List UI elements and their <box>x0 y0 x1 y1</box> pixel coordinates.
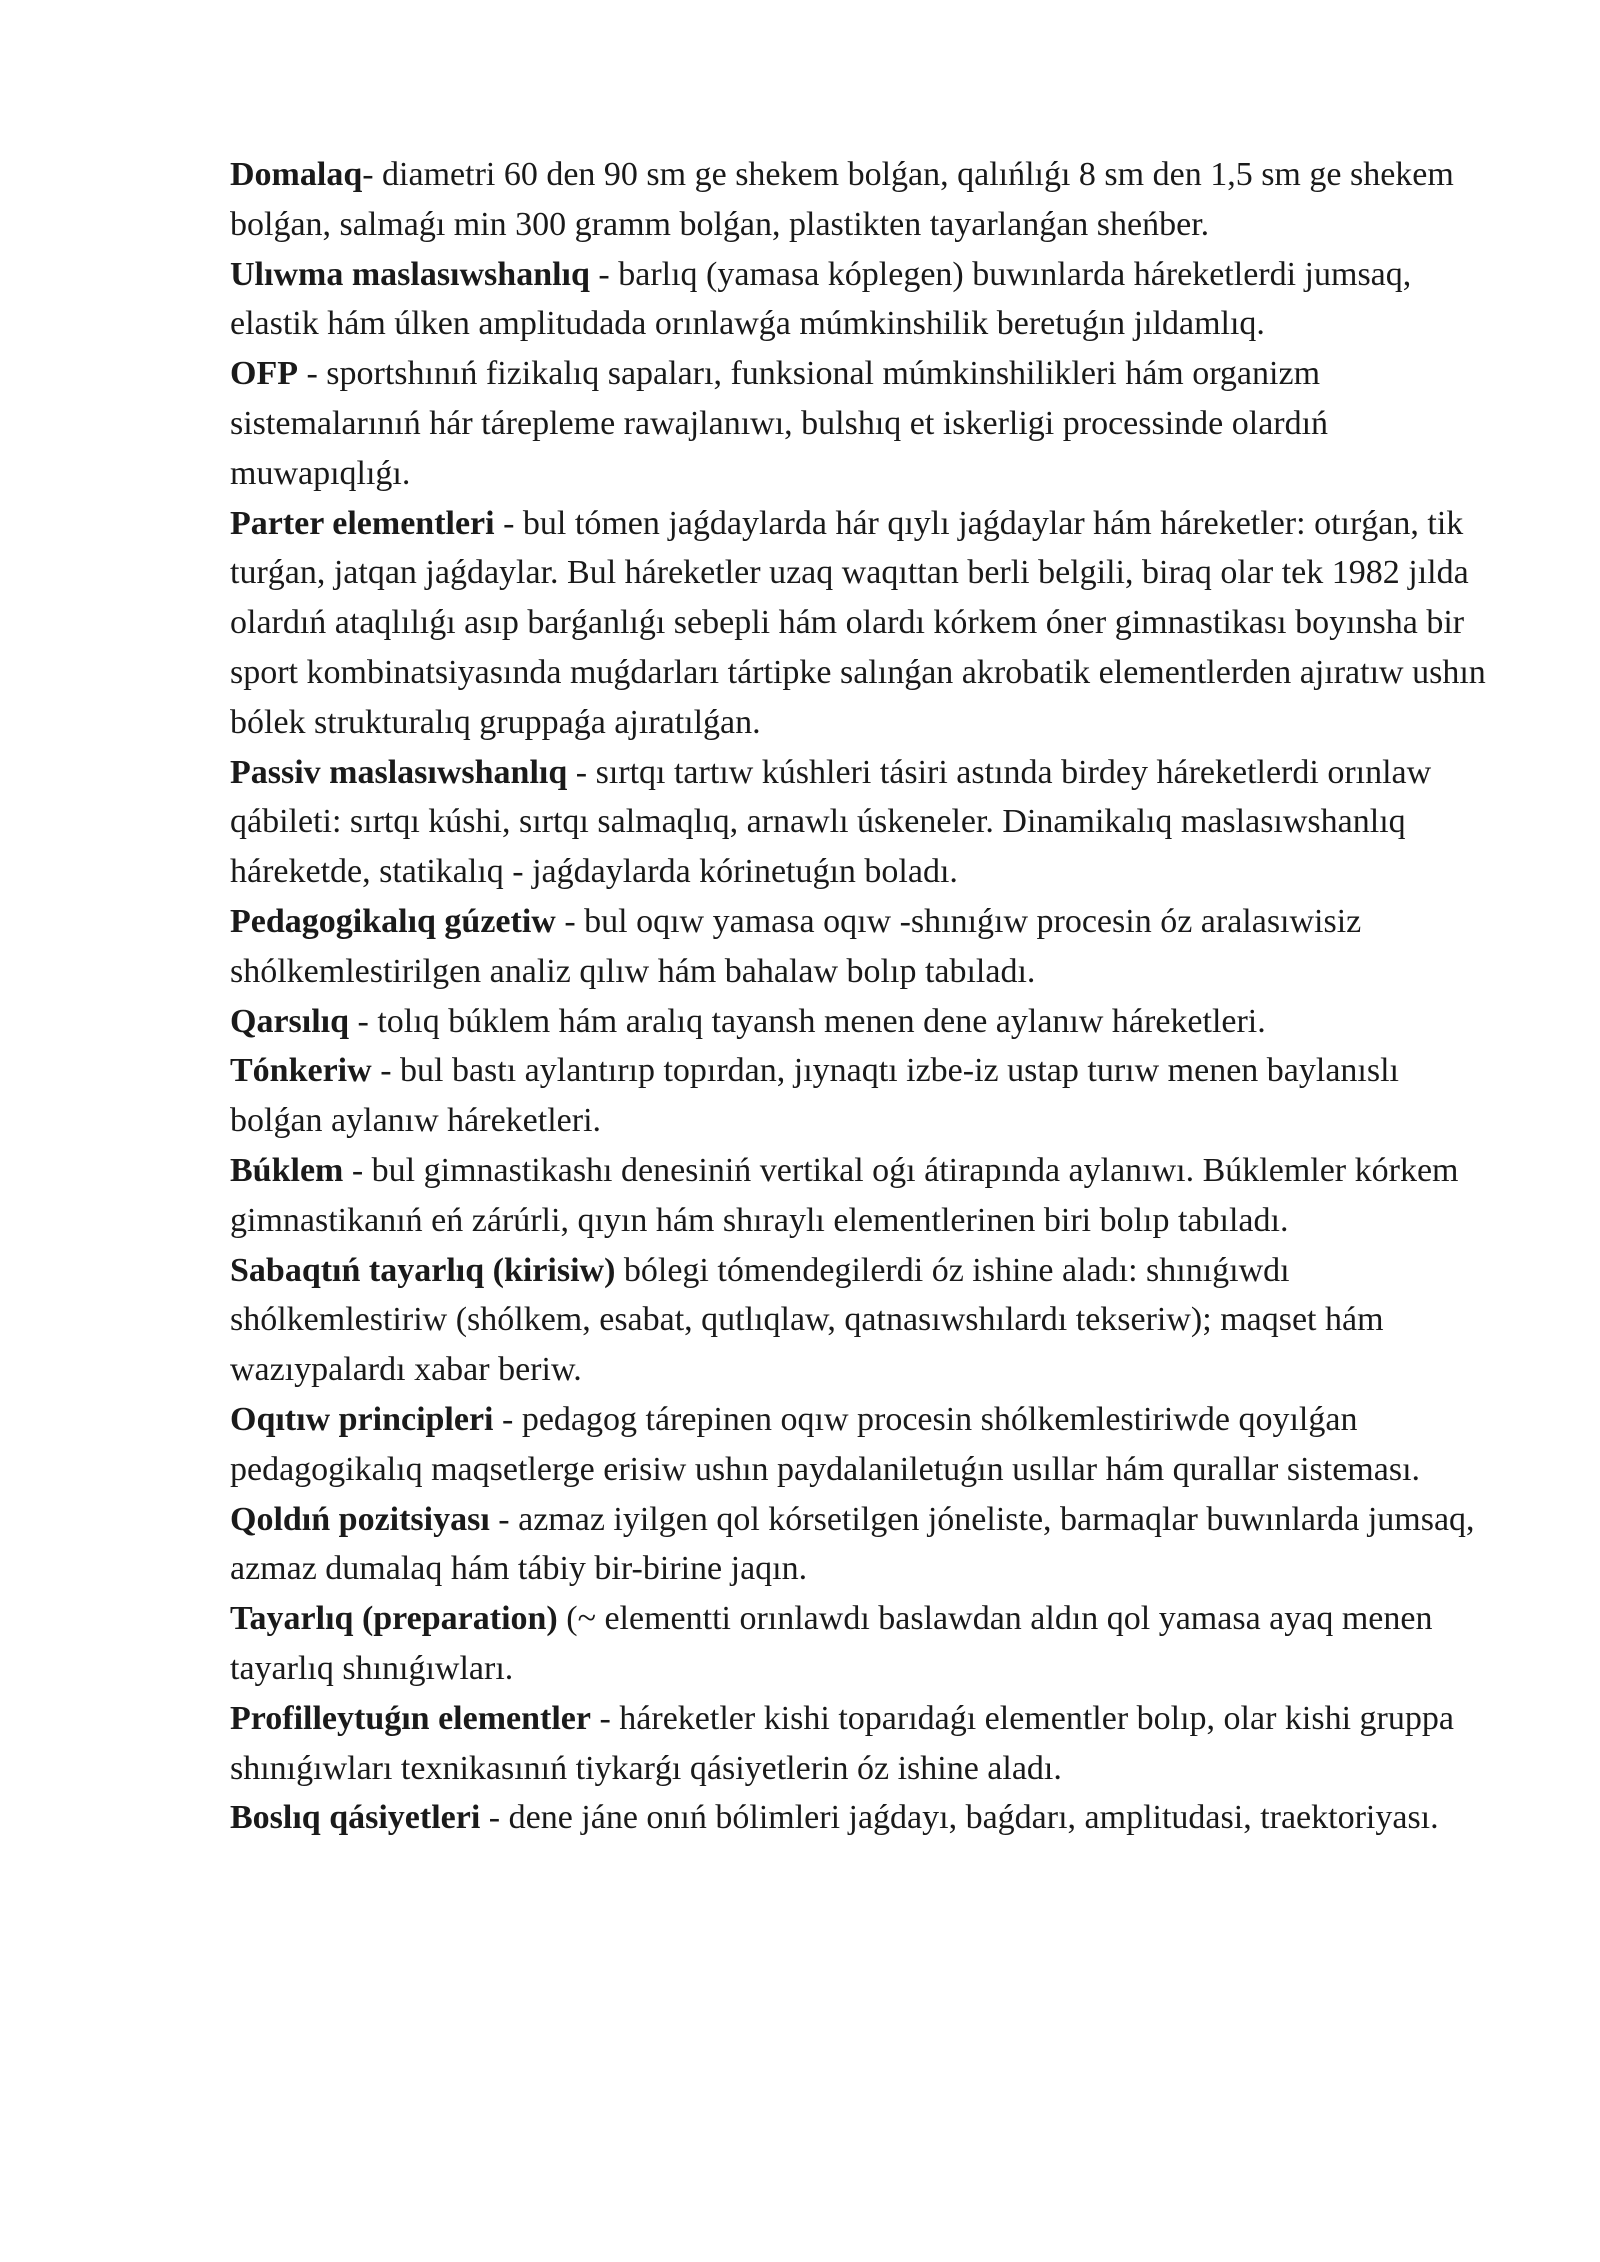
glossary-definition: - barlıq (yamasa kóplegen) buwınlarda háreketlerdi jumsaq, elastik hám úlken amplitudada orınlawǵa múmkinshilik beretuǵın jıldamlıq. <box>230 255 1412 343</box>
glossary-definition: - bul tómen jaǵdaylarda hár qıylı jaǵdaylar hám háreketler: otırǵan, tik turǵan, jatqan jaǵdaylar. Bul háreketler uzaq waqıttan berli belgili, biraq olar tek 1982 jılda olardıń ataqlılıǵı asıp barǵanlıǵı sebepli hám olardı kórkem óner gimnastikası boyınsha bir sport kombinatsiyasında muǵdarları tártipke salınǵan akrobatik elementlerden ajıratıw ushın bólek strukturalıq gruppaǵa ajıratılǵan. <box>230 504 1486 741</box>
glossary-term: OFP <box>230 355 298 393</box>
glossary-term: Tónkeriw <box>230 1052 372 1090</box>
glossary-term: Pedagogikalıq gúzetiw <box>230 902 556 940</box>
glossary-entry-parter-elementleri <box>230 499 1500 748</box>
glossary-term: Parter elementleri <box>230 504 495 542</box>
glossary-entry-ulwma-maslasiwshanliq <box>230 250 1500 350</box>
document-page <box>230 150 1500 1843</box>
glossary-entry-profilleytugin-elementler <box>230 1694 1500 1794</box>
glossary-entry-sabaqtin-tayarliq <box>230 1246 1500 1395</box>
glossary-term: Profilleytuǵın elementler <box>230 1699 591 1737</box>
glossary-entry-pedagogikaliq-guzetiw <box>230 897 1500 997</box>
glossary-entry-passiv-maslasiwshanliq <box>230 748 1500 897</box>
glossary-definition: - bul bastı aylantırıp topırdan, jıynaqtı izbe-iz ustap turıw menen baylanıslı bolǵan aylanıw háreketleri. <box>230 1052 1399 1140</box>
glossary-term: Boslıq qásiyetleri <box>230 1799 481 1837</box>
glossary-term: Sabaqtıń tayarlıq (kirisiw) <box>230 1251 616 1289</box>
glossary-term: Qarsılıq <box>230 1002 350 1040</box>
glossary-entry-bosliq-qasiyetleri <box>230 1793 1500 1843</box>
glossary-definition: - tolıq búklem hám aralıq tayansh menen dene aylanıw háreketleri. <box>349 1002 1266 1040</box>
glossary-definition: - háreketler kishi toparıdaǵı elementler bolıp, olar kishi gruppa shınıǵıwları texnikasınıń tiykarǵı qásiyetlerin óz ishine aladı. <box>230 1699 1454 1787</box>
glossary-entry-qoldin-pozitsiyasi <box>230 1495 1500 1595</box>
glossary-term: Qoldıń pozitsiyası <box>230 1500 490 1538</box>
glossary-term: Oqıtıw principleri <box>230 1400 494 1438</box>
glossary-entry-tonkeriw <box>230 1046 1500 1146</box>
glossary-term: Ulıwma maslasıwshanlıq <box>230 255 590 293</box>
glossary-definition: - diametri 60 den 90 sm ge shekem bolǵan, qalıńlıǵı 8 sm den 1,5 sm ge shekem bolǵan, salmaǵı min 300 gramm bolǵan, plastikten tayarlanǵan sheńber. <box>230 156 1454 243</box>
glossary-term: Passiv maslasıwshanlıq <box>230 753 568 791</box>
glossary-entry-buklem <box>230 1146 1500 1246</box>
glossary-definition: - sportshınıń fizikalıq sapaları, funksional múmkinshilikleri hám organizm sistemalarınıń hár tárepleme rawajlanıwı, bulshıq et iskerligi processinde olardıń muwapıqlıǵı. <box>230 355 1329 492</box>
glossary-term: Búklem <box>230 1151 344 1189</box>
glossary-entry-domalaq <box>230 150 1500 250</box>
glossary-definition: - azmaz iyilgen qol kórsetilgen jóneliste, barmaqlar buwınlarda jumsaq, azmaz dumalaq hám tábiy bir-birine jaqın. <box>230 1500 1475 1588</box>
glossary-entry-tayarliq-preparation <box>230 1594 1500 1694</box>
glossary-entry-ofp <box>230 349 1500 498</box>
glossary-term: Domalaq <box>230 156 363 193</box>
glossary-definition: - bul oqıw yamasa oqıw -shınıǵıw procesin óz aralasıwisiz shólkemlestirilgen analiz qılıw hám bahalaw bolıp tabıladı. <box>230 902 1362 990</box>
glossary-entry-qarsiliq <box>230 997 1500 1047</box>
glossary-term: Tayarlıq (preparation) <box>230 1600 558 1638</box>
glossary-definition: - bul gimnastikashı denesiniń vertikal oǵı átirapında aylanıwı. Búklemler kórkem gimnastikanıń eń zárúrli, qıyın hám shıraylı elementlerinen biri bolıp tabıladı. <box>230 1151 1459 1239</box>
glossary-definition: (~ elementti orınlawdı baslawdan aldın qol yamasa ayaq menen tayarlıq shınıǵıwları. <box>230 1600 1433 1687</box>
glossary-definition: - sırtqı tartıw kúshleri tásiri astında birdey háreketlerdi orınlaw qábileti: sırtqı kúshi, sırtqı salmaqlıq, arnawlı úskeneler. Dinamikalıq maslasıwshanlıq háreketde, statikalıq - jaǵdaylarda kórinetuǵın boladı. <box>230 753 1432 891</box>
glossary-entry-oqitiw-principleri <box>230 1395 1500 1495</box>
glossary-definition: - pedagog tárepinen oqıw procesin shólkemlestiriwde qoyılǵan pedagogikalıq maqsetlerge erisiw ushın paydalaniletuǵın usıllar hám qurallar sisteması. <box>230 1400 1421 1488</box>
glossary-definition: - dene jáne onıń bólimleri jaǵdayı, baǵdarı, amplitudasi, traektoriyası. <box>480 1799 1439 1837</box>
glossary-definition: bólegi tómendegilerdi óz ishine aladı: shınıǵıwdı shólkemlestiriw (shólkem, esabat, qutlıqlaw, qatnasıwshılardı tekseriw); maqset hám wazıypalardı xabar beriw. <box>230 1251 1384 1389</box>
